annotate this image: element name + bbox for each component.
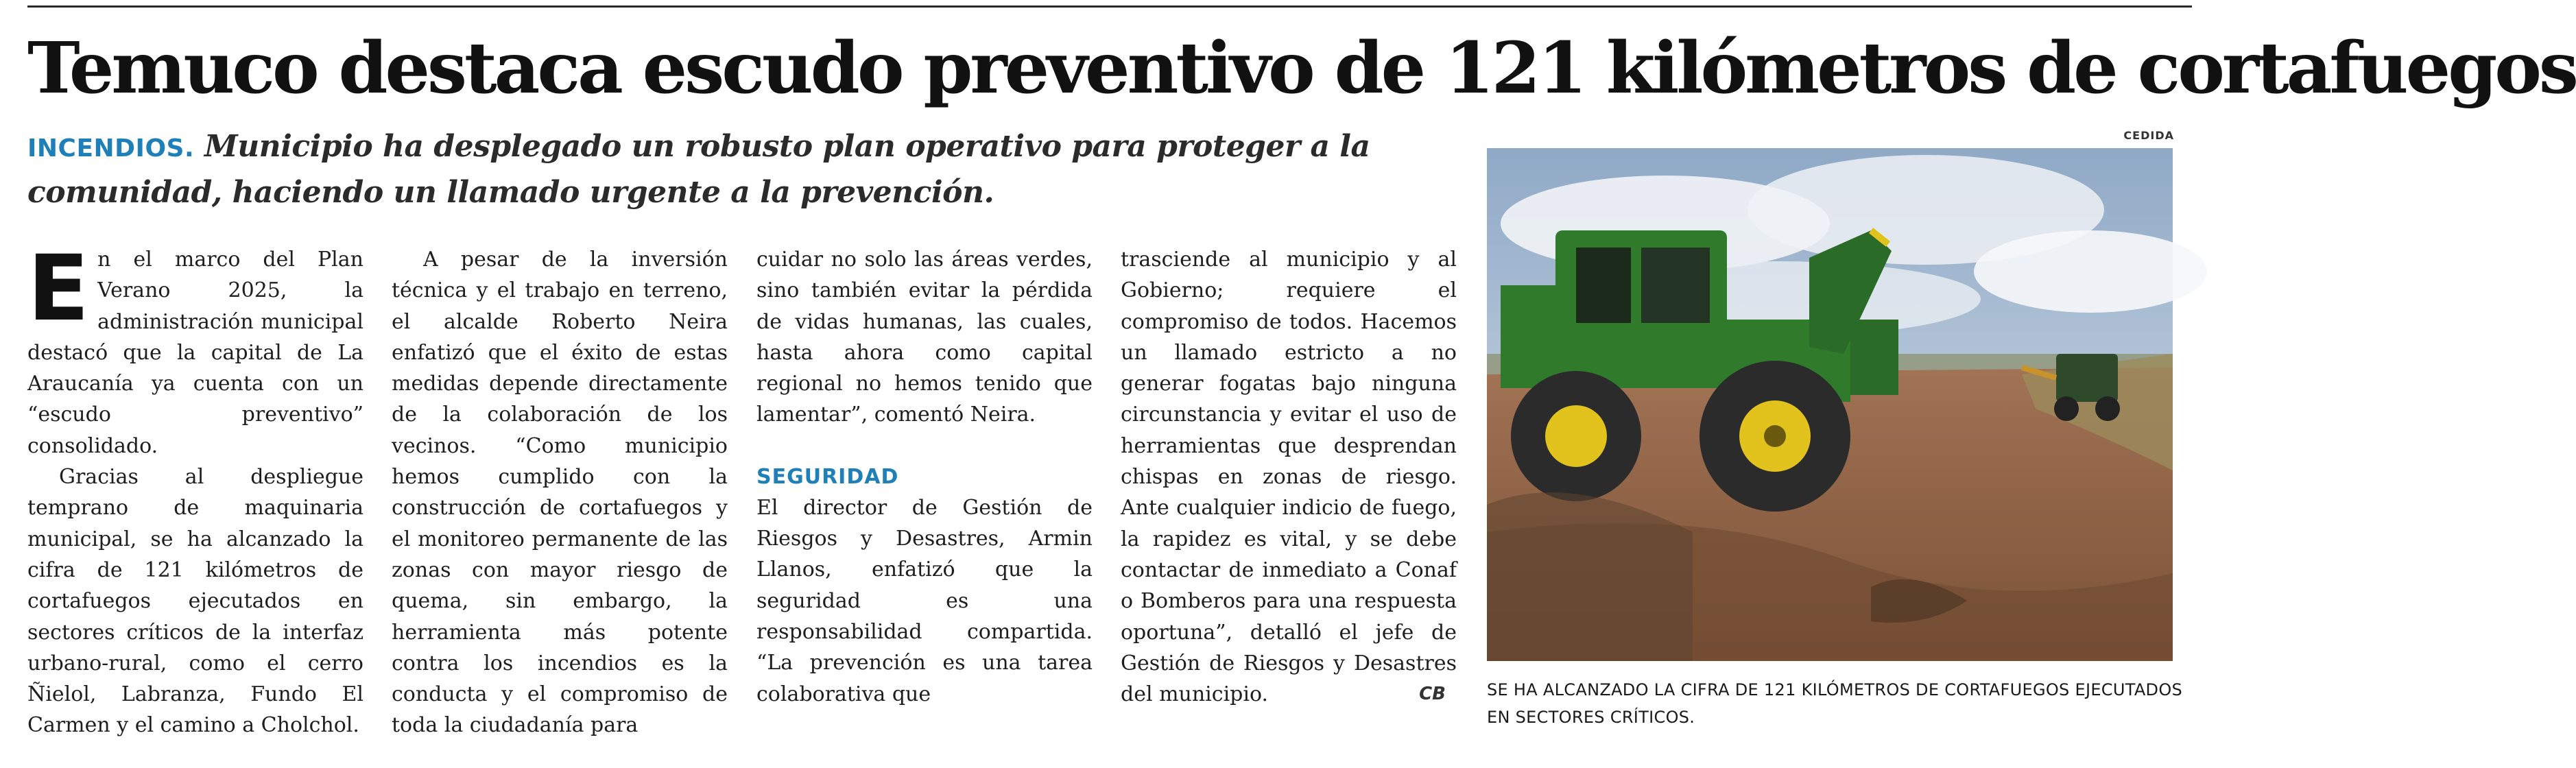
column-4 <box>1121 244 1457 710</box>
dropcap: E <box>27 236 90 341</box>
deck-text: Municipio ha desplegado un robusto plan operativo para proteger a la comunidad, haciendo un llamado urgente a la prevención. <box>27 129 1370 210</box>
section-subhead: SEGURIDAD <box>756 464 899 489</box>
paragraph-4: cuidar no solo las áreas verdes, sino también evitar la pérdida de vidas humanas, las cuales, hasta ahora como capital regional no hemos tenido que lamentar”, comentó Neira. <box>756 248 1093 427</box>
tractor-photo <box>1487 148 2173 661</box>
end-mark: CB <box>1419 684 1446 705</box>
paragraph-2: Gracias al despliegue temprano de maquinaria municipal, se ha alcanzado la cifra de 121 kilómetros de cortafuegos ejecutados en sectores críticos de la interfaz urbano-rural, como el cerro Ñielol, Labranza, Fundo El Carmen y el camino a Cholchol. <box>27 465 363 738</box>
paragraph-3: A pesar de la inversión técnica y el trabajo en terreno, el alcalde Roberto Neira enfatizó que el éxito de estas medidas depende directamente de la colaboración de los vecinos. “Como municipio hemos cumplido con la construcción de cortafuegos y el monitoreo permanente de las zonas con mayor riesgo de quema, sin embargo, la herramienta más potente contra los incendios es la conducta y el compromiso de toda la ciudadanía para <box>392 248 728 738</box>
headline: Temuco destaca escudo preventivo de 121 kilómetros de cortafuegos <box>27 27 2576 110</box>
kicker: INCENDIOS. <box>27 134 195 163</box>
column-1 <box>27 236 363 741</box>
top-rule <box>27 5 2192 8</box>
article-body <box>27 236 1457 752</box>
column-3 <box>756 244 1093 710</box>
paragraph-1: n el marco del Plan Verano 2025, la administración municipal destacó que la capital de La Araucanía ya cuenta con un “escudo preventivo” consolidado. <box>27 248 363 458</box>
photo-caption: SE HA ALCANZADO LA CIFRA DE 121 KILÓMETROS DE CORTAFUEGOS EJECUTADOS EN SECTORES CRÍTICOS. <box>1487 680 2183 727</box>
paragraph-5: El director de Gestión de Riesgos y Desastres, Armin Llanos, enfatizó que la seguridad es una responsabilidad compartida. “La prevención es una tarea colaborativa que <box>756 495 1093 706</box>
column-2 <box>392 244 728 741</box>
deck <box>27 125 1413 215</box>
photo-credit: CEDIDA <box>2123 129 2174 142</box>
paragraph-5-continued: trasciende al municipio y al Gobierno; requiere el compromiso de todos. Hacemos un llamado estricto a no generar fogatas bajo ninguna circunstancia y evitar el uso de herramientas que desprendan chispas en zonas de riesgo. Ante cualquier indicio de fuego, la rapidez es vital, y se debe contactar de inmediato a Conaf o Bomberos para una respuesta oportuna”, detalló el jefe de Gestión de Riesgos y Desastres del municipio. CB <box>1121 244 1457 710</box>
photo <box>1487 148 2173 661</box>
